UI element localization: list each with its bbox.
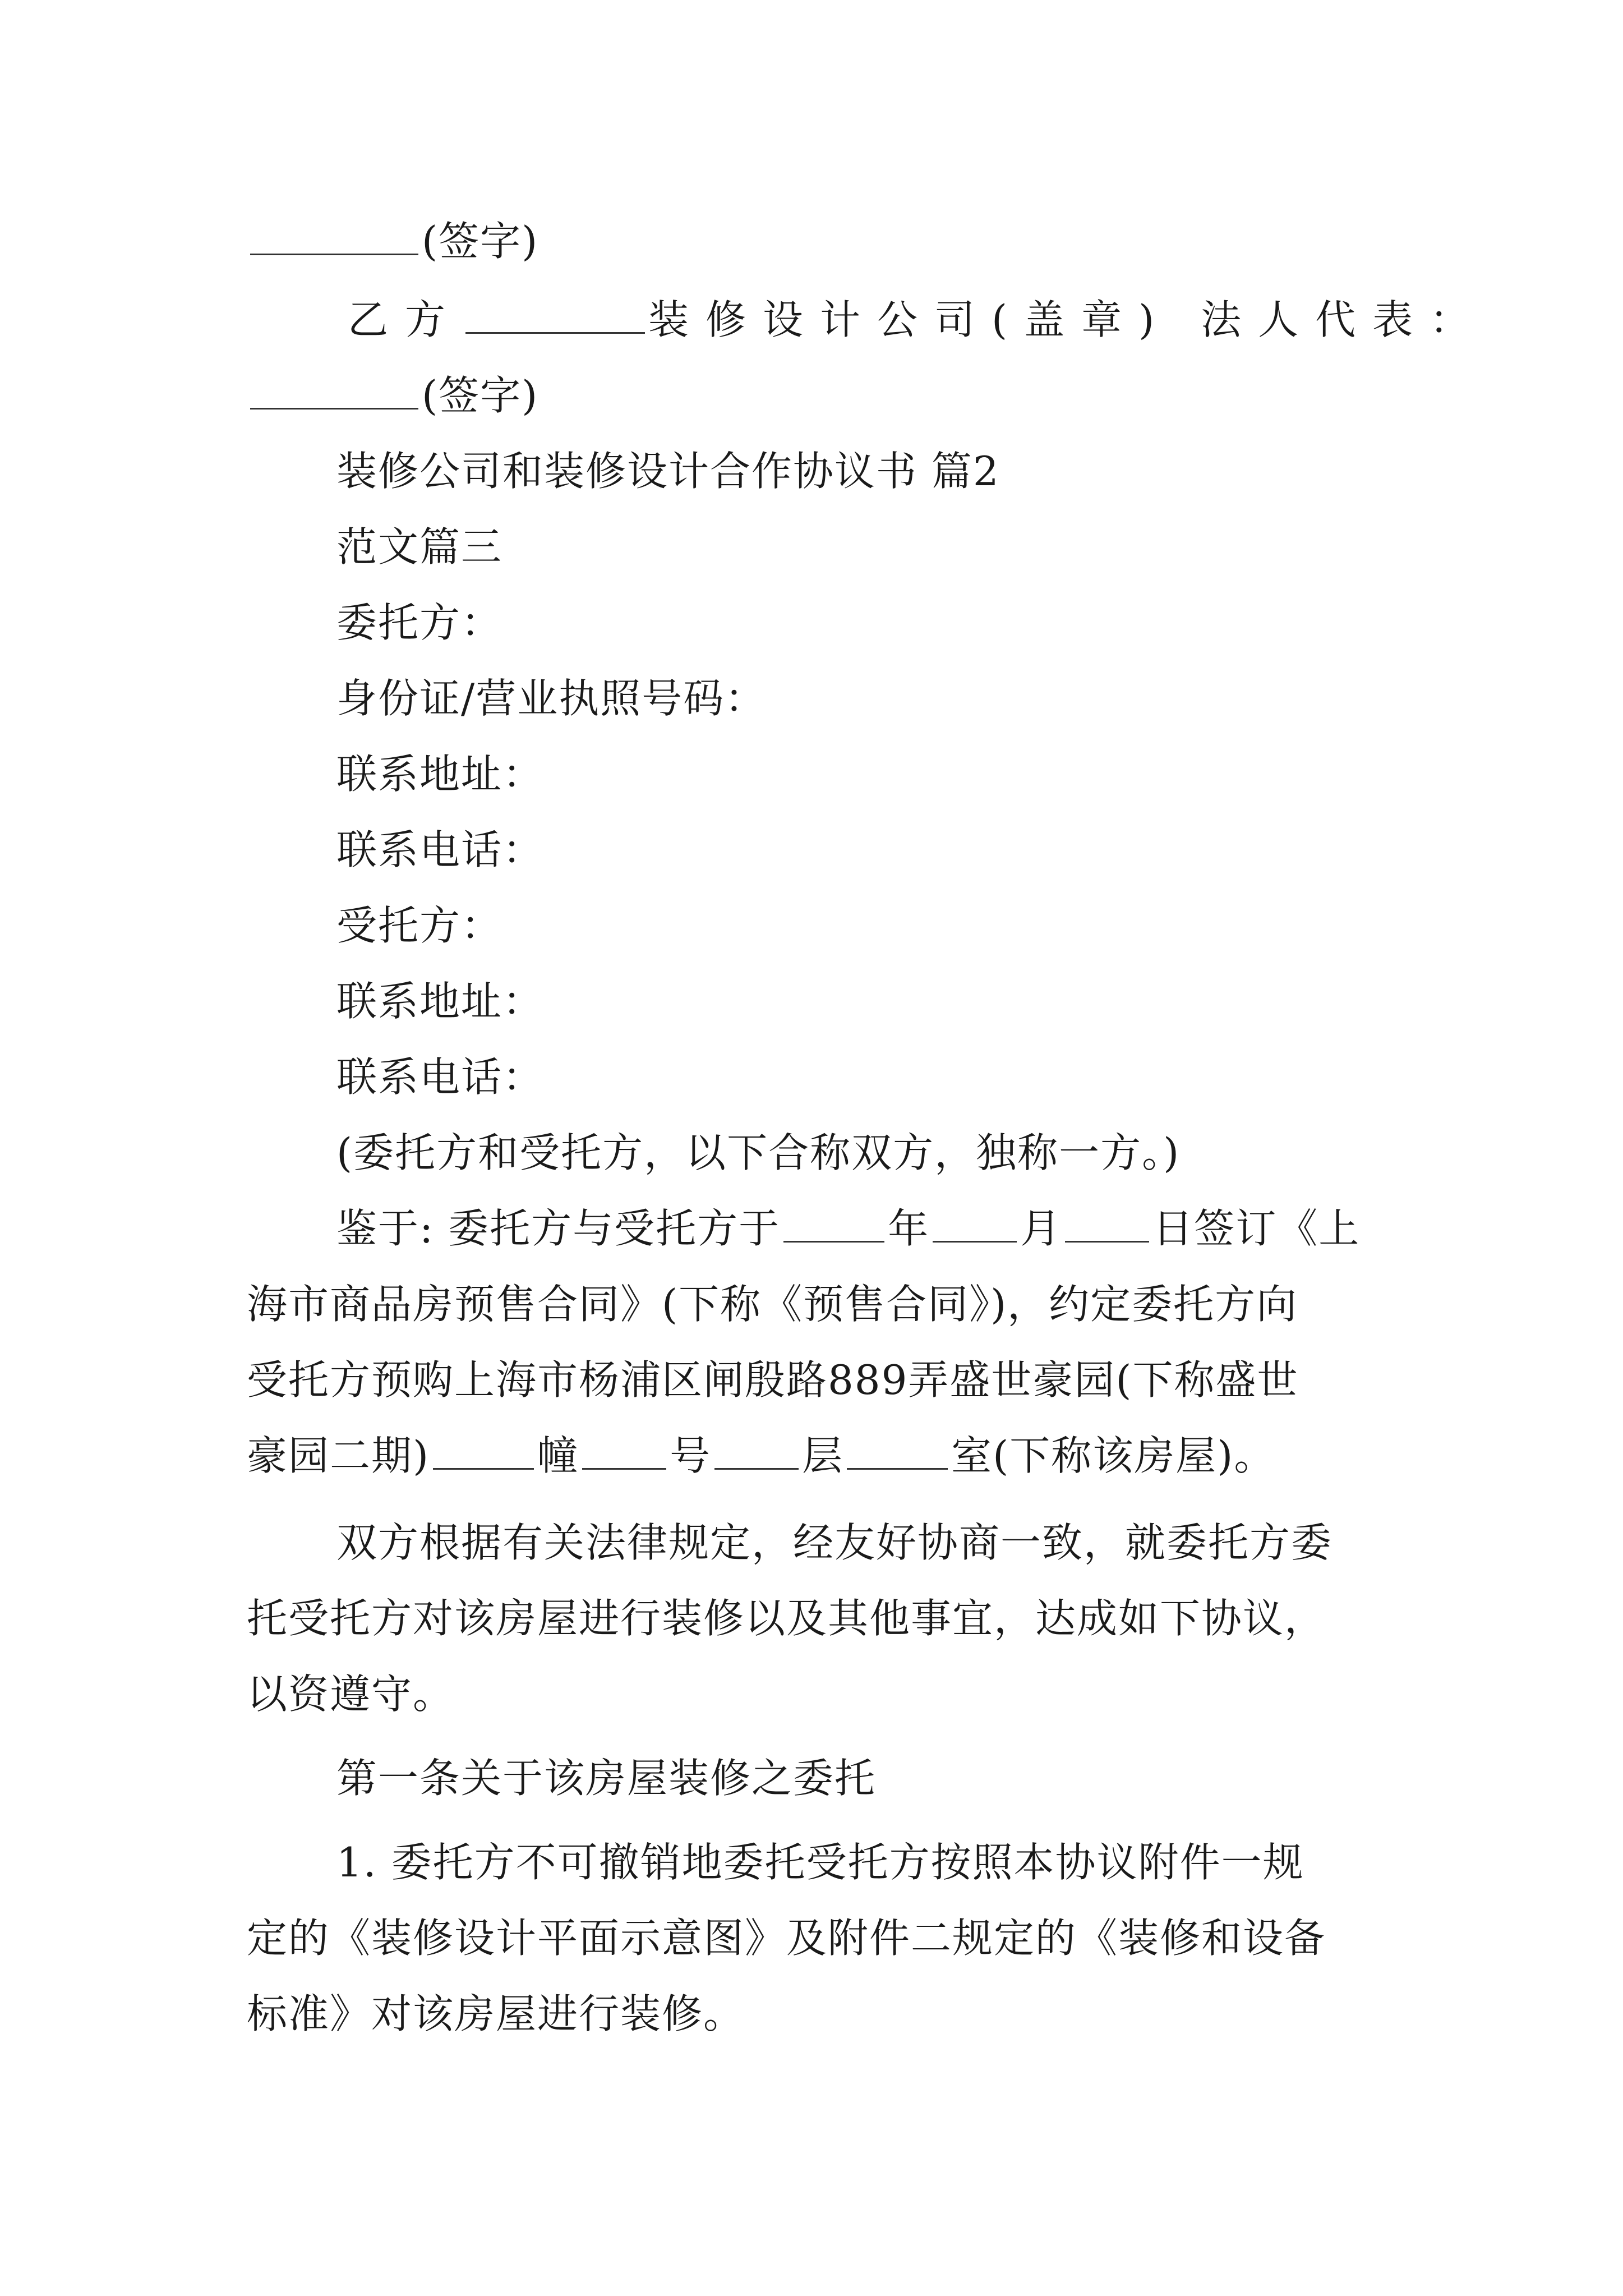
year-blank (783, 1207, 884, 1243)
clause-1-line-1: 1. 委托方不可撤销地委托受托方按照本协议附件一规 (336, 1839, 1304, 1886)
clause-1-line-2: 定的《装修设计平面示意图》及附件二规定的《装修和设备 (247, 1915, 1326, 1962)
agreement-line-2: 托受托方对该房屋进行装修以及其他事宜，达成如下协议， (247, 1595, 1326, 1642)
recital-text: 鉴于: 委托方与受托方于 (336, 1205, 781, 1252)
field-client-address: 联系地址： (336, 751, 545, 798)
field-id-number: 身份证/营业执照号码： (336, 675, 767, 722)
signature-line-a (247, 213, 538, 269)
field-trustee: 受托方： (336, 902, 503, 949)
agreement-line-3: 以资遵守。 (247, 1671, 455, 1718)
party-b-suffix: 装修设计公司(盖章) 法人代表： (648, 296, 1487, 343)
party-b-prefix: 乙方 (348, 296, 463, 343)
month-label: 月 (1020, 1205, 1062, 1252)
article-1-title: 第一条关于该房屋装修之委托 (336, 1755, 877, 1802)
number-label: 号 (670, 1432, 712, 1479)
recital-text: 豪园二期) (247, 1432, 430, 1479)
party-b-name-blank (465, 298, 645, 334)
field-trustee-phone: 联系电话： (336, 1053, 545, 1101)
field-trustee-address: 联系地址： (336, 978, 545, 1025)
day-label: 日签订《上 (1152, 1205, 1361, 1252)
floor-label: 层 (802, 1432, 844, 1479)
floor-blank (714, 1434, 799, 1470)
parties-note: (委托方和受托方，以下合称双方，独称一方。) (336, 1129, 1181, 1176)
signature-blank (250, 374, 418, 409)
field-client-phone: 联系电话： (336, 826, 545, 873)
signature-blank (250, 220, 418, 255)
room-blank (847, 1434, 948, 1470)
year-label: 年 (888, 1205, 930, 1252)
field-client: 委托方： (336, 599, 503, 646)
room-label: 室(下称该房屋)。 (951, 1432, 1276, 1479)
month-blank (933, 1207, 1017, 1243)
recital-line-4 (247, 1428, 1275, 1484)
recital-line-2: 海市商品房预售合同》(下称《预售合同》)，约定委托方向 (247, 1281, 1298, 1328)
building-blank (433, 1434, 534, 1470)
recital-line-3: 受托方预购上海市杨浦区闸殷路889弄盛世豪园(下称盛世 (247, 1356, 1299, 1404)
agreement-line-1: 双方根据有关法律规定，经友好协商一致，就委托方委 (336, 1519, 1333, 1566)
number-blank (582, 1434, 666, 1470)
signature-line-b (247, 367, 538, 424)
signature-label: (签字) (422, 372, 539, 419)
recital-line-1 (336, 1200, 1360, 1257)
signature-label: (签字) (422, 218, 539, 265)
sample-title: 范文篇三 (336, 523, 503, 570)
building-label: 幢 (537, 1432, 579, 1479)
party-b-line (348, 292, 1487, 348)
section-heading: 装修公司和装修设计合作协议书 篇2 (336, 448, 1000, 495)
day-blank (1065, 1207, 1149, 1243)
clause-1-line-3: 标准》对该房屋进行装修。 (247, 1990, 745, 2037)
